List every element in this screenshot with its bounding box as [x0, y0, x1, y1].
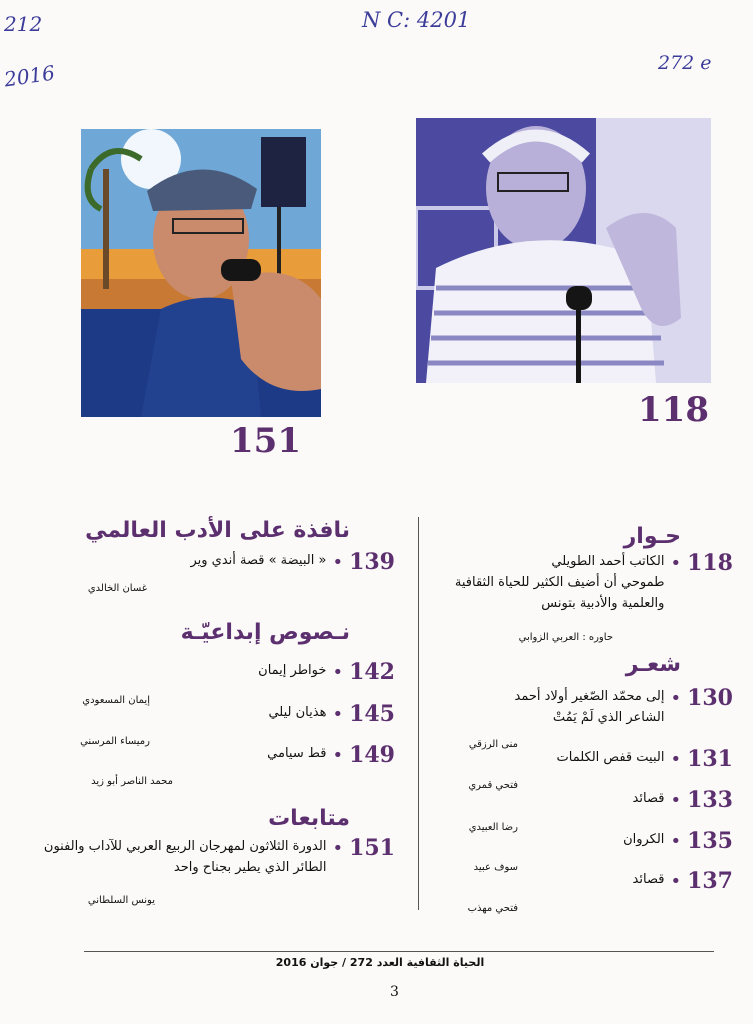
entry-title: خواطر إيمان: [258, 663, 327, 678]
entry-title: « البيضة » قصة أندي وير: [190, 553, 327, 568]
entry-page-number: 135: [687, 828, 733, 854]
entry-title: الكاتب أحمد الطويلي طموحي أن أضيف الكثير للحياة الثقافية والعلمية والأدبية بتونس: [454, 554, 665, 611]
section-title-creative-texts: نـصوص إبداعيّـة: [180, 620, 350, 645]
toc-entry[interactable]: [557, 747, 734, 773]
entry-author: محمد الناصر أبو زيد: [91, 776, 173, 787]
entry-author: إيمان المسعودي: [82, 695, 150, 706]
entry-title: الكروان: [623, 832, 665, 847]
bullet-icon: •: [332, 552, 344, 573]
handwritten-note-top-left: 212: [4, 12, 43, 36]
bullet-icon: •: [670, 871, 682, 892]
entry-title: قط سيامي: [267, 746, 327, 761]
bullet-icon: •: [670, 688, 682, 709]
entry-title: الدورة الثلاثون لمهرجان الربيع العربي للآداب والفنون الطائر الذي يطير بجناح واحد: [43, 839, 327, 875]
bullet-icon: •: [332, 745, 344, 766]
entry-author: منى الرزقي: [468, 739, 518, 750]
toc-entry[interactable]: [258, 660, 395, 686]
entry-page-number: 151: [349, 835, 395, 861]
bullet-icon: •: [670, 831, 682, 852]
entry-title: البيت قفص الكلمات: [556, 750, 665, 765]
entry-author: فتحي مهذب: [467, 903, 518, 914]
bullet-icon: •: [670, 749, 682, 770]
toc-entry[interactable]: [190, 550, 395, 576]
section-title-world-literature: نافذة على الأدب العالمي: [85, 518, 350, 543]
toc-entry[interactable]: [633, 869, 733, 895]
section-title-follow-ups: متابعات: [268, 806, 350, 831]
handwritten-year: 2016: [2, 60, 57, 92]
toc-right-column: [430, 0, 733, 1024]
bullet-icon: •: [332, 704, 344, 725]
entry-page-number: 149: [349, 742, 395, 768]
entry-page-number: 118: [687, 550, 733, 576]
section-title-poetry: شعـر: [625, 652, 681, 677]
footer-rule: [84, 951, 714, 952]
bullet-icon: •: [332, 662, 344, 683]
toc-entry[interactable]: [268, 702, 395, 728]
photo-left-page-number: 151: [230, 421, 301, 461]
bullet-icon: •: [332, 838, 344, 859]
entry-page-number: 131: [687, 746, 733, 772]
entry-author: فتحي قمري: [468, 780, 518, 791]
entry-title: هذيان ليلي: [268, 705, 327, 720]
toc-entry[interactable]: [44, 836, 395, 878]
entry-page-number: 133: [687, 787, 733, 813]
entry-title: قصائد: [632, 791, 665, 806]
entry-author: سوف عبيد: [473, 862, 518, 873]
handwritten-issue-number: 272 e: [658, 52, 712, 74]
toc-entry[interactable]: [267, 743, 395, 769]
page-number: 3: [390, 984, 399, 1000]
column-divider: [418, 517, 419, 910]
entry-author: يونس السلطاني: [87, 895, 155, 906]
footer-caption: الحياة الثقافية العدد 272 / جوان 2016: [275, 956, 485, 969]
toc-entry[interactable]: [455, 551, 733, 614]
entry-author: رضا العبيدي: [468, 822, 518, 833]
entry-page-number: 130: [687, 685, 733, 711]
toc-entry[interactable]: [515, 686, 734, 728]
handwritten-catalog-number: N C: 4201: [362, 8, 471, 32]
entry-page-number: 145: [349, 701, 395, 727]
toc-left-column: [43, 0, 395, 1024]
section-title-interview: حـوار: [623, 524, 681, 549]
entry-title: إلى محمّد الصّغير أولاد أحمد الشاعر الذي لَمْ يَمُتْ: [514, 689, 665, 725]
entry-author: غسان الخالدي: [87, 583, 147, 594]
entry-page-number: 142: [349, 659, 395, 685]
entry-page-number: 139: [349, 549, 395, 575]
bullet-icon: •: [670, 790, 682, 811]
photo-right-page-number: 118: [638, 390, 709, 430]
entry-title: قصائد: [632, 872, 665, 887]
entry-author: رميساء المرسني: [80, 736, 150, 747]
toc-entry[interactable]: [633, 788, 733, 814]
entry-author: حاوره : العربي الزوابي: [518, 632, 613, 643]
bullet-icon: •: [670, 553, 682, 574]
toc-entry[interactable]: [623, 829, 733, 855]
entry-page-number: 137: [687, 868, 733, 894]
